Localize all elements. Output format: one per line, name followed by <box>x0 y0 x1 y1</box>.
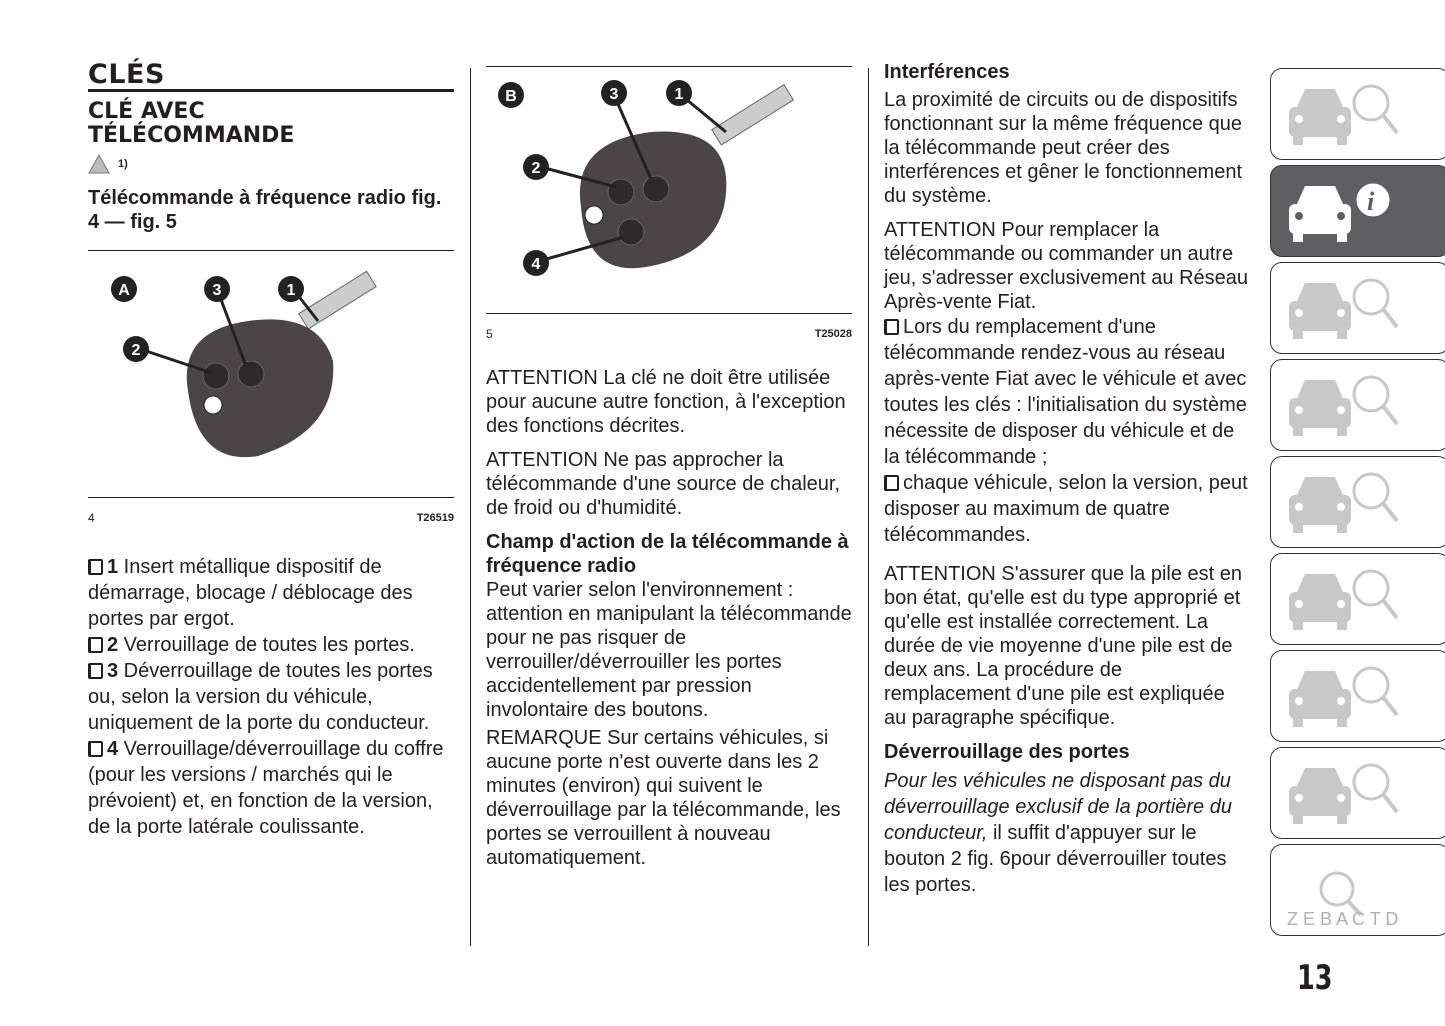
list-item: Lors du remplacement d'une télécommande rendez-vous au réseau après-vente Fiat avec le véhicule et avec toutes les clés : l'initialisation du système nécessite de disposer du véhicule et de la télécommande ; <box>884 316 1247 468</box>
sidebar-tab-4[interactable] <box>1270 359 1445 451</box>
car-info-icon <box>1285 174 1405 250</box>
heading-radio-remote: Télécommande à fréquence radio fig. 4 — fig. 5 <box>88 187 442 233</box>
column-2 <box>486 66 852 880</box>
label-4: 4 <box>531 256 541 273</box>
list-item: 3 Déverrouillage de toutes les portes ou, selon la version du véhicule, uniquement de la porte du conducteur. <box>88 660 433 734</box>
attention-paragraph: ATTENTION Pour remplacer la télécommande ou commander un autre jeu, s'adresser exclusivement au Réseau Après-vente Fiat. <box>884 219 1249 313</box>
column-3 <box>884 60 1248 898</box>
sidebar-tab-8[interactable] <box>1270 747 1445 839</box>
attention-paragraph: ATTENTION La clé ne doit être utilisée pour aucune autre fonction, à l'exception des fonctions décrites. <box>486 367 846 437</box>
paragraph: Peut varier selon l'environnement : attention en manipulant la télécommande pour ne pas risquer de verrouiller/déverrouiller les portes accidentellement par pression involontaire des boutons. <box>486 579 852 721</box>
list-item: 1 Insert métallique dispositif de démarrage, blocage / déblocage des portes par ergot. <box>88 556 413 630</box>
figure-4 <box>88 250 454 498</box>
sidebar-tab-3[interactable] <box>1270 262 1445 354</box>
paragraph: La proximité de circuits ou de dispositifs fonctionnant sur la même fréquence que la télécommande peut créer des interférences et gêner le fonctionnement du système. <box>884 89 1242 207</box>
index-search-icon <box>1285 853 1405 929</box>
figure-code: T26519 <box>416 512 454 524</box>
heading-range: Champ d'action de la télécommande à fréquence radio <box>486 531 849 577</box>
label-B: B <box>505 88 517 105</box>
column-divider <box>470 68 471 946</box>
svg-text:i: i <box>1367 187 1375 216</box>
bullet-icon <box>88 559 103 575</box>
column-divider <box>868 68 869 946</box>
section-title: CLÉS <box>88 60 454 92</box>
heading-unlock: Déverrouillage des portes <box>884 741 1130 763</box>
warning-reference <box>88 152 454 176</box>
car-warning-icon <box>1285 562 1405 638</box>
label-2: 2 <box>131 342 141 359</box>
note-paragraph: REMARQUE Sur certains véhicules, si aucune porte n'est ouverte dans les 2 minutes (environ) qui suivent le déverrouillage par la télécommande, les portes se verrouillent à nouveau automatiquement. <box>486 727 841 869</box>
sidebar-tab-9[interactable] <box>1270 844 1445 936</box>
figure-code: T25028 <box>814 328 852 340</box>
label-3: 3 <box>212 282 222 299</box>
label-3: 3 <box>609 86 619 103</box>
sidebar-tab-6[interactable] <box>1270 553 1445 645</box>
bullet-icon <box>884 475 899 491</box>
bullet-icon <box>88 637 103 653</box>
label-A: A <box>118 282 130 299</box>
list-item: 2 Verrouillage de toutes les portes. <box>88 632 454 658</box>
key-remote-illustration <box>486 67 852 313</box>
attention-paragraph: ATTENTION S'assurer que la pile est en bon état, qu'elle est du type approprié et qu'elle est installée correctement. La durée de vie moyenne d'une pile est de deux ans. La procédure de remplacement d'une pile est expliquée au paragraphe spécifique. <box>884 563 1243 729</box>
sidebar-tab-2[interactable] <box>1270 165 1445 257</box>
bullet-icon <box>88 663 103 679</box>
paragraph: Pour les véhicules ne disposant pas du déverrouillage exclusif de la portière du conducteur, il suffit d'appuyer sur le bouton 2 fig. 6pour déverrouiller toutes les portes. <box>884 770 1232 896</box>
subsection-title: CLÉ AVEC TÉLÉCOMMANDE <box>88 99 295 148</box>
key-remote-illustration <box>88 251 454 497</box>
figure-caption <box>486 322 852 346</box>
warning-ref-label: 1) <box>118 158 128 170</box>
specs-gear-icon <box>1285 756 1405 832</box>
figure-caption <box>88 506 454 530</box>
label-1: 1 <box>674 86 684 103</box>
safety-airbag-icon <box>1285 368 1405 444</box>
attention-paragraph: ATTENTION Ne pas approcher la télécommande d'une source de chaleur, de froid ou d'humidité. <box>486 449 841 519</box>
column-1 <box>88 60 454 840</box>
label-1: 1 <box>286 282 296 299</box>
car-search-icon <box>1285 77 1405 153</box>
figure-5 <box>486 66 852 314</box>
figure-number: 4 <box>88 511 95 525</box>
bullet-icon <box>88 741 103 757</box>
index-letters: Z E B A C T D <box>1287 909 1399 929</box>
warning-light-message-icon <box>1285 271 1405 347</box>
list-item: chaque véhicule, selon la version, peut disposer au maximum de quatre télécommandes. <box>884 472 1248 546</box>
label-2: 2 <box>531 160 541 177</box>
warning-triangle-icon <box>88 154 110 174</box>
bullet-icon <box>884 319 899 335</box>
sidebar-tab-7[interactable] <box>1270 650 1445 742</box>
page-number: 13 <box>1297 958 1333 998</box>
key-steering-icon <box>1285 465 1405 541</box>
sidebar-tab-5[interactable] <box>1270 456 1445 548</box>
button-list <box>88 554 454 840</box>
heading-interference: Interférences <box>884 61 1010 83</box>
sidebar-tab-1[interactable] <box>1270 68 1445 160</box>
list-item: 4 Verrouillage/déverrouillage du coffre (pour les versions / marchés qui le prévoient) et, en fonction de la version, de la porte latérale coulissante. <box>88 738 444 838</box>
car-maintenance-icon <box>1285 659 1405 735</box>
figure-number: 5 <box>486 327 493 341</box>
